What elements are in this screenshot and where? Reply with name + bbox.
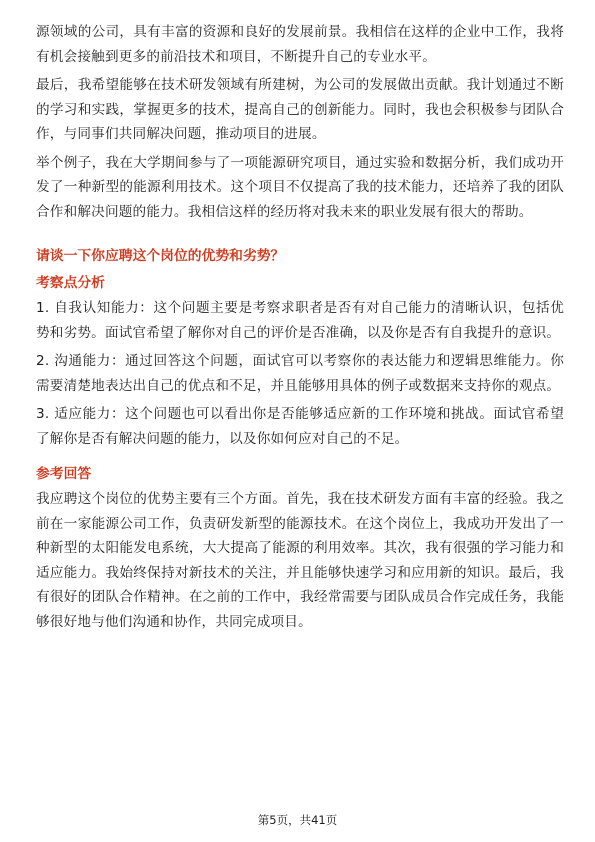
page-number-footer: 第5页，共41页 [257, 813, 338, 827]
analysis-heading: 考察点分析 [36, 275, 105, 291]
analysis-point: 3. 适应能力：这个问题也可以看出你是否能够适应新的工作环境和挑战。面试官希望了解你是否有解决问题的能力，以及你如何应对自己的不足。 [36, 406, 564, 447]
intro-paragraph: 最后，我希望能够在技术研发领域有所建树，为公司的发展做出贡献。我计划通过不断的学习和实践，掌握更多的技术，提高自己的创新能力。同时，我也会积极参与团队合作，与同事们共同解决问题，推动项目的进展。 [36, 77, 564, 142]
analysis-point: 1. 自我认知能力：这个问题主要是考察求职者是否有对自己能力的清晰认识，包括优势和劣势。面试官希望了解你对自己的评价是否准确，以及你是否有自我提升的意识。 [36, 300, 564, 341]
question-heading: 请谈一下你应聘这个岗位的优势和劣势？ [36, 248, 285, 264]
intro-paragraph: 源领域的公司，具有丰富的资源和良好的发展前景。我相信在这样的企业中工作，我将有机会接触到更多的前沿技术和项目，不断提升自己的专业水平。 [36, 24, 564, 65]
intro-paragraph: 举个例子，我在大学期间参与了一项能源研究项目，通过实验和数据分析，我们成功开发了一种新型的能源利用技术。这个项目不仅提高了我的技术能力，还培养了我的团队合作和解决问题的能力。我相信这样的经历将对我未来的职业发展有很大的帮助。 [36, 154, 564, 220]
analysis-point: 2. 沟通能力：通过回答这个问题，面试官可以考察你的表达能力和逻辑思维能力。你需要清楚地表达出自己的优点和不足，并且能够用具体的例子或数据来支持你的观点。 [36, 353, 564, 394]
answer-heading: 参考回答 [36, 466, 92, 482]
answer-paragraph: 我应聘这个岗位的优势主要有三个方面。首先，我在技术研发方面有丰富的经验。我之前在一家能源公司工作，负责研发新型的能源技术。在这个岗位上，我成功开发出了一种新型的太阳能发电系统，大大提高了能源的利用效率。其次，我有很强的学习能力和适应能力。我始终保持对新技术的关注，并且能够快速学习和应用新的知识。最后，我有很好的团队合作精神。在之前的工作中，我经常需要与团队成员合作完成任务，我能够很好地与他们沟通和协作，共同完成项目。 [36, 491, 564, 630]
document-page [36, 20, 564, 638]
